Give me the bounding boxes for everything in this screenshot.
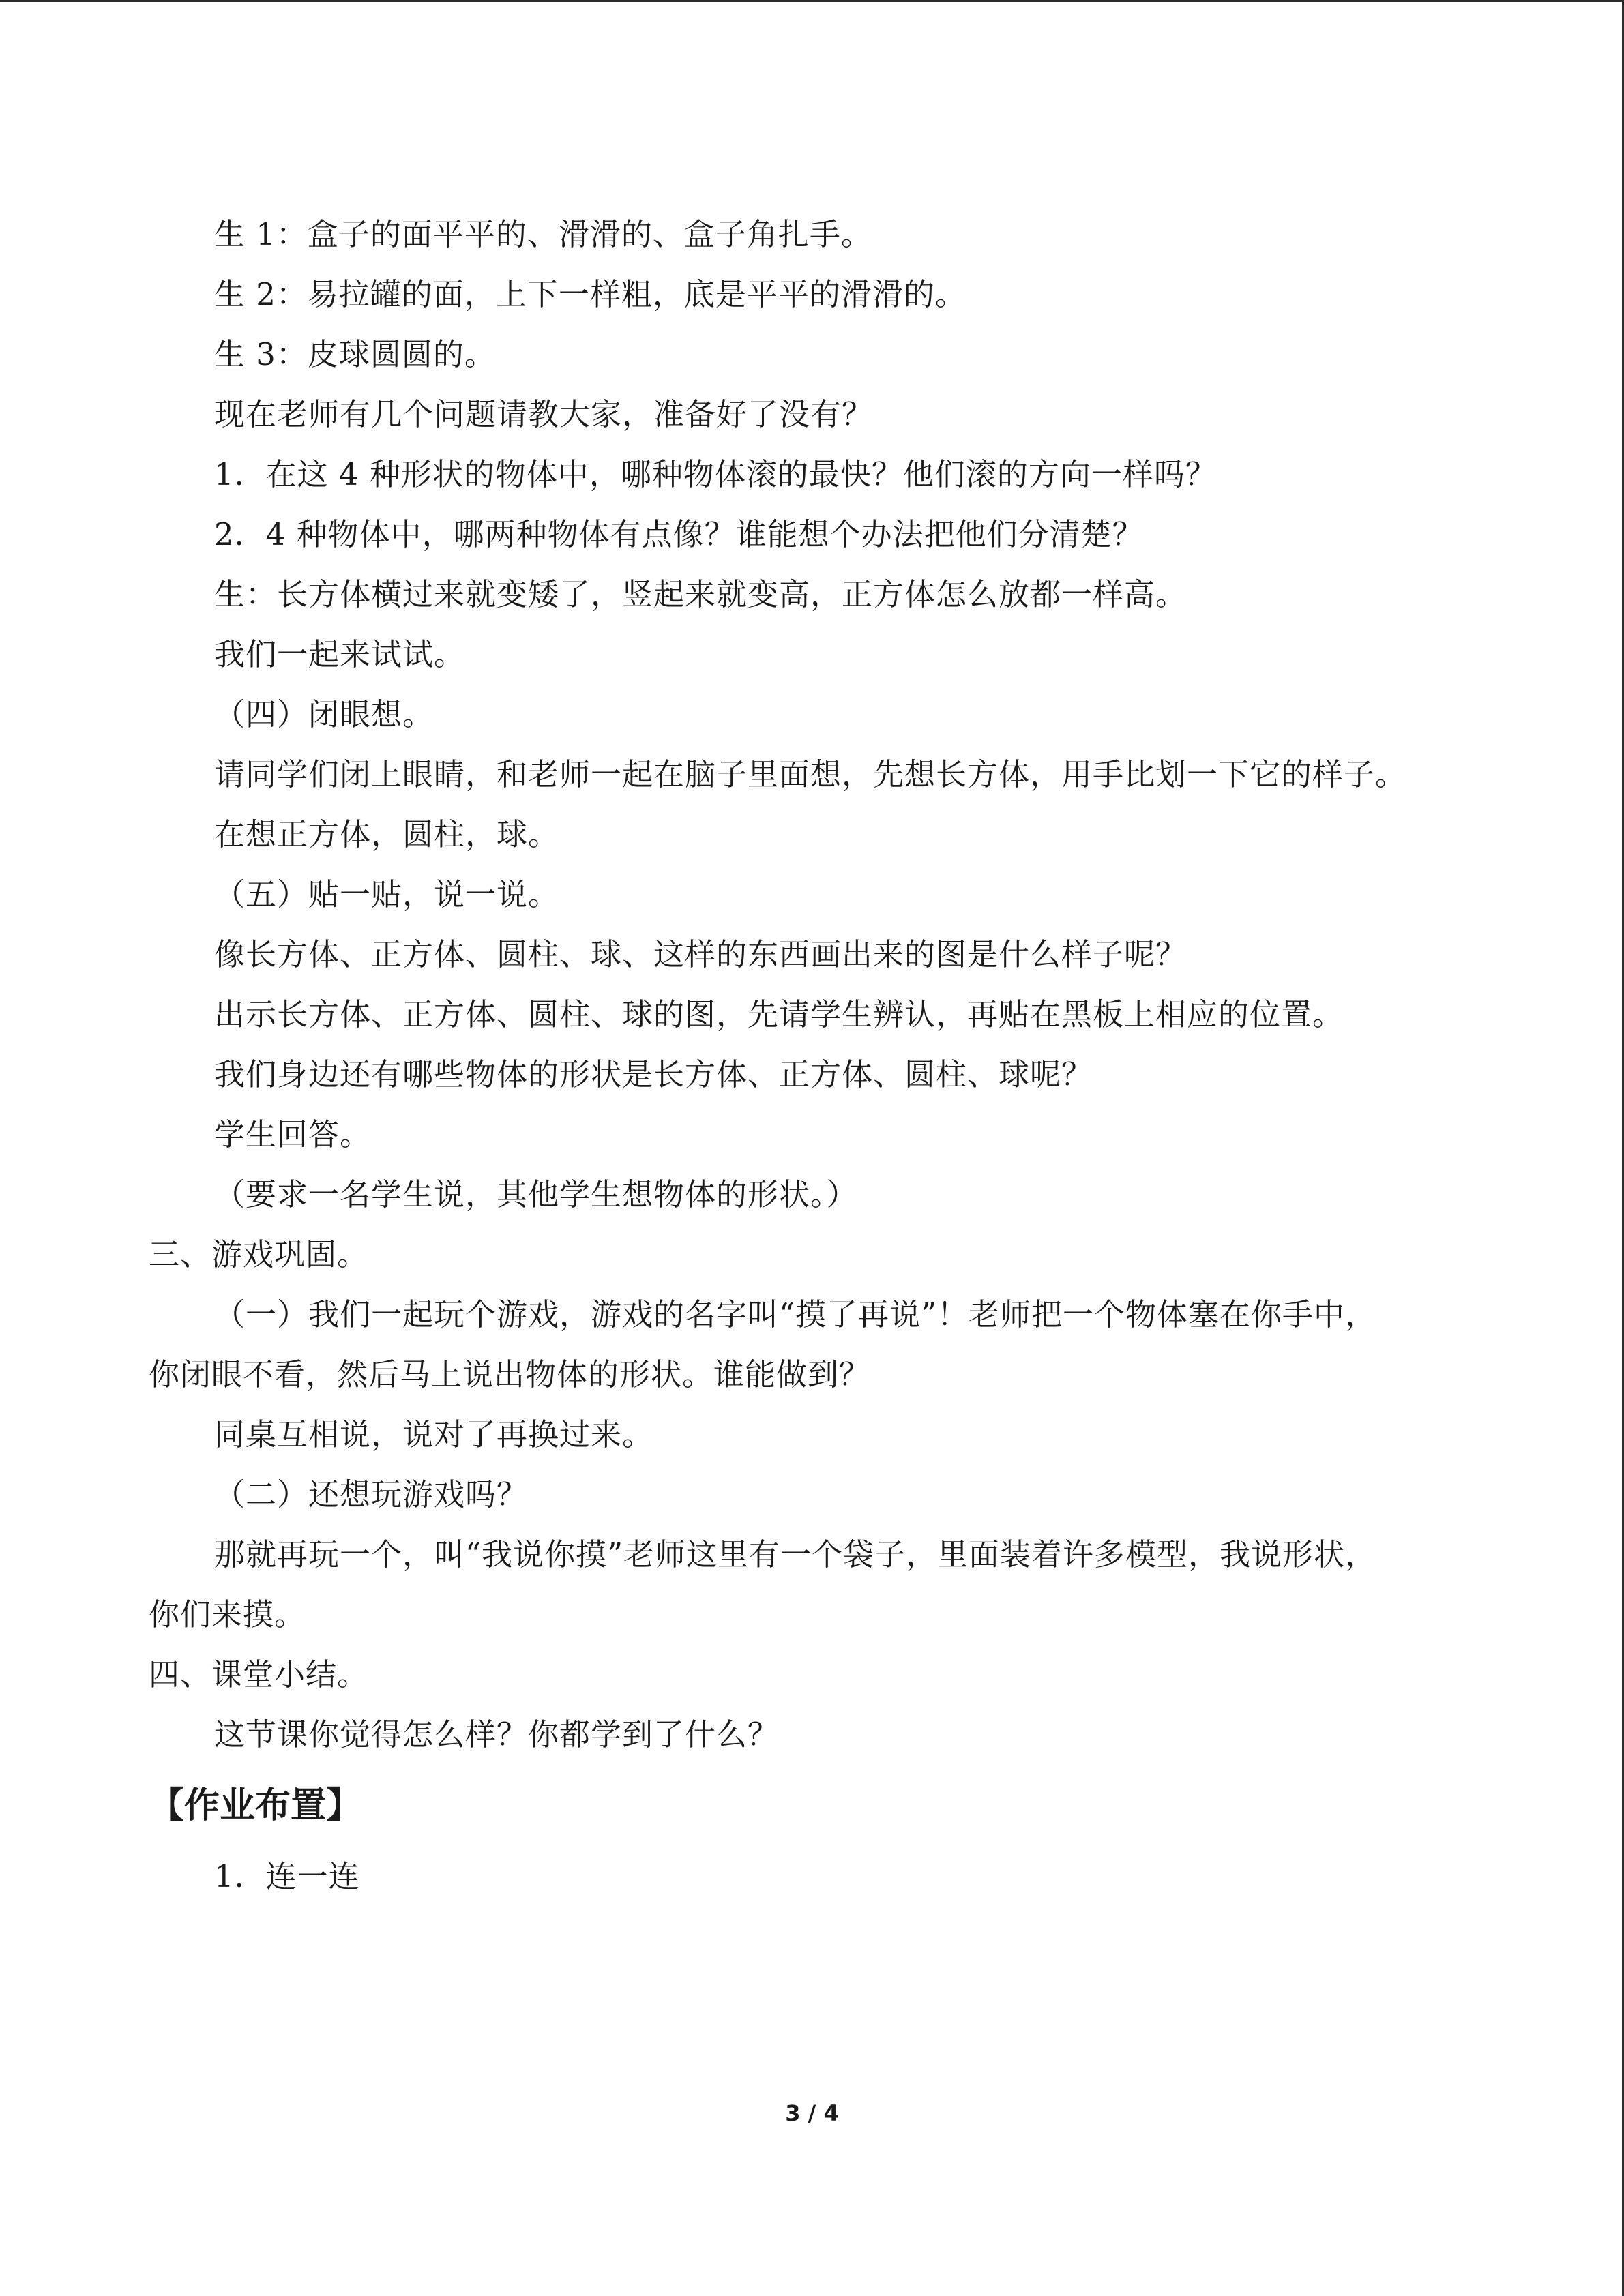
paragraph-line: 我们身边还有哪些物体的形状是长方体、正方体、圆柱、球呢？ — [214, 1056, 1093, 1092]
question-item: 2．4 种物体中，哪两种物体有点像？谁能想个办法把他们分清楚？ — [214, 516, 1144, 552]
paragraph-line: 同桌互相说，说对了再换过来。 — [214, 1416, 654, 1452]
section-heading: 三、游戏巩固。 — [149, 1236, 369, 1272]
paragraph-line: 你闭眼不看，然后马上说出物体的形状。谁能做到？ — [149, 1356, 871, 1392]
paragraph-line: 我们一起来试试。 — [214, 636, 466, 672]
subsection-heading: （二）还想玩游戏吗？ — [214, 1476, 529, 1512]
paragraph-line: 生 1：盒子的面平平的、滑滑的、盒子角扎手。 — [214, 216, 872, 252]
paragraph-line: 那就再玩一个，叫“我说你摸”老师这里有一个袋子，里面装着许多模型，我说形状， — [214, 1536, 1377, 1572]
homework-heading: 【作业布置】 — [149, 1785, 362, 1826]
homework-item: 1．连一连 — [214, 1858, 360, 1894]
paragraph-line: 学生回答。 — [214, 1116, 372, 1152]
page-top-border — [0, 0, 1624, 2]
paragraph-line: 出示长方体、正方体、圆柱、球的图，先请学生辨认，再贴在黑板上相应的位置。 — [214, 996, 1344, 1032]
paragraph-line: 在想正方体，圆柱，球。 — [214, 816, 560, 852]
paragraph-line: 请同学们闭上眼睛，和老师一起在脑子里面想，先想长方体，用手比划一下它的样子。 — [214, 756, 1407, 792]
paragraph-line: （要求一名学生说，其他学生想物体的形状。） — [214, 1176, 858, 1212]
paragraph-line: 生 3：皮球圆圆的。 — [214, 336, 496, 372]
section-heading: 四、课堂小结。 — [149, 1656, 369, 1693]
paragraph-line: 生：长方体横过来就变矮了，竖起来就变高，正方体怎么放都一样高。 — [214, 576, 1187, 612]
paragraph-line: 生 2：易拉罐的面，上下一样粗，底是平平的滑滑的。 — [214, 276, 966, 312]
subsection-heading: （五）贴一贴，说一说。 — [214, 876, 560, 912]
paragraph-line: 这节课你觉得怎么样？你都学到了什么？ — [214, 1716, 780, 1753]
question-item: 1．在这 4 种形状的物体中，哪种物体滚的最快？他们滚的方向一样吗？ — [214, 456, 1217, 492]
paragraph-line: 现在老师有几个问题请教大家，准备好了没有？ — [214, 396, 874, 432]
subsection-heading: （一）我们一起玩个游戏，游戏的名字叫“摸了再说”！老师把一个物体塞在你手中， — [214, 1296, 1377, 1332]
paragraph-line: 你们来摸。 — [149, 1596, 306, 1632]
page-number: 3 / 4 — [785, 2100, 839, 2126]
subsection-heading: （四）闭眼想。 — [214, 696, 434, 732]
paragraph-line: 像长方体、正方体、圆柱、球、这样的东西画出来的图是什么样子呢？ — [214, 936, 1187, 972]
document-body — [149, 205, 1445, 1907]
